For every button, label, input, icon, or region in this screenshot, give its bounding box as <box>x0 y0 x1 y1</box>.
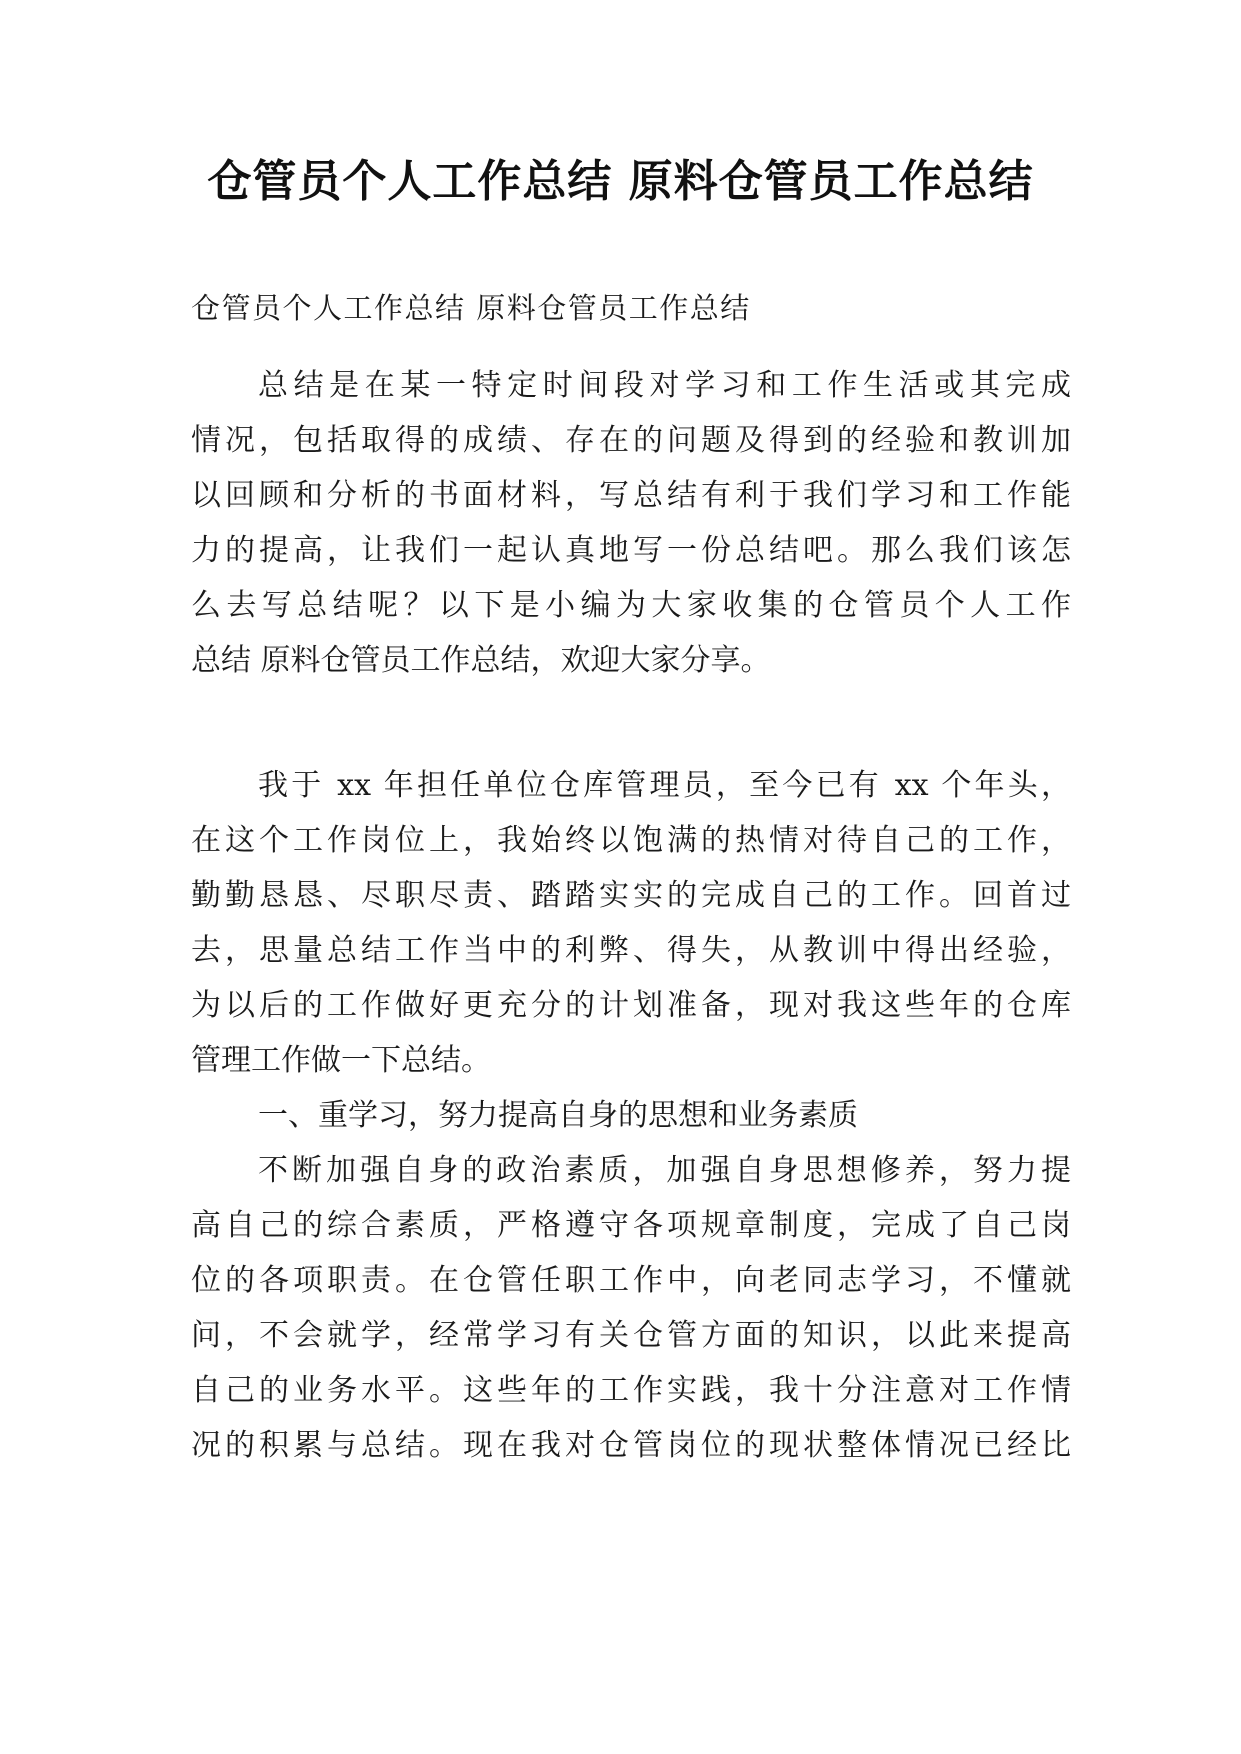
paragraph-line: 力的提高，让我们一起认真地写一份总结吧。那么我们该怎 <box>191 533 1071 568</box>
paragraph-line: 总结是在某一特定时间段对学习和工作生活或其完成 <box>258 368 1071 403</box>
paragraph-line: 问，不会就学，经常学习有关仓管方面的知识，以此来提高 <box>191 1318 1071 1353</box>
paragraph-line: 我于 xx 年担任单位仓库管理员，至今已有 xx 个年头， <box>258 768 1071 803</box>
paragraph-line: 去，思量总结工作当中的利弊、得失，从教训中得出经验， <box>191 933 1071 968</box>
paragraph-line: 总结 原料仓管员工作总结，欢迎大家分享。 <box>191 643 771 678</box>
paragraph-line: 自己的业务水平。这些年的工作实践，我十分注意对工作情 <box>191 1373 1071 1408</box>
paragraph-line: 在这个工作岗位上，我始终以饱满的热情对待自己的工作， <box>191 823 1071 858</box>
document-subtitle: 仓管员个人工作总结 原料仓管员工作总结 <box>191 291 751 325</box>
paragraph-line: 管理工作做一下总结。 <box>191 1043 491 1078</box>
paragraph-line: 勤勤恳恳、尽职尽责、踏踏实实的完成自己的工作。回首过 <box>191 878 1071 913</box>
paragraph-line: 不断加强自身的政治素质，加强自身思想修养，努力提 <box>258 1153 1071 1188</box>
document-title: 仓管员个人工作总结 原料仓管员工作总结 <box>207 156 1034 207</box>
paragraph-line: 况的积累与总结。现在我对仓管岗位的现状整体情况已经比 <box>191 1428 1071 1463</box>
section-heading: 一、重学习，努力提高自身的思想和业务素质 <box>258 1098 858 1133</box>
paragraph-line: 以回顾和分析的书面材料，写总结有利于我们学习和工作能 <box>191 478 1071 513</box>
paragraph-line: 高自己的综合素质，严格遵守各项规章制度，完成了自己岗 <box>191 1208 1071 1243</box>
paragraph-line: 情况，包括取得的成绩、存在的问题及得到的经验和教训加 <box>191 423 1071 458</box>
paragraph-line: 为以后的工作做好更充分的计划准备，现对我这些年的仓库 <box>191 988 1071 1023</box>
paragraph-line: 位的各项职责。在仓管任职工作中，向老同志学习，不懂就 <box>191 1263 1071 1298</box>
paragraph-line: 么去写总结呢？以下是小编为大家收集的仓管员个人工作 <box>191 588 1071 623</box>
